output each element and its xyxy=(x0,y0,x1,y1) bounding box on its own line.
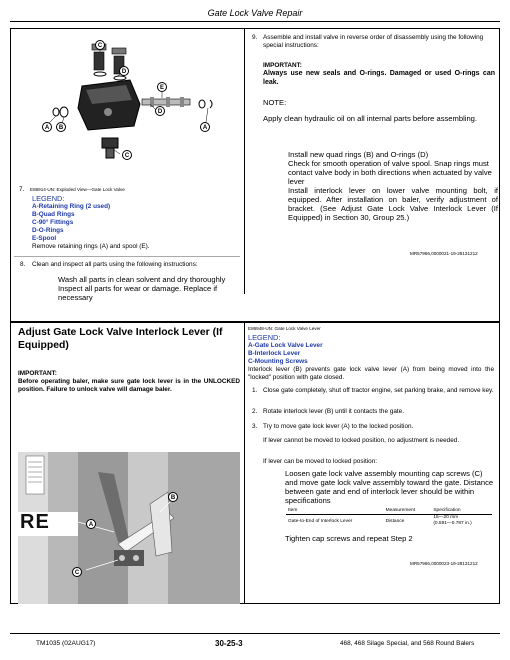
top-section-divider xyxy=(244,28,245,294)
condition-no-adjust: If lever cannot be moved to locked position, no adjustment is needed. xyxy=(263,437,460,444)
step-9-note-label: NOTE: xyxy=(263,98,287,107)
spec-header-measurement: Measurement xyxy=(384,508,432,514)
callout-a-left: A xyxy=(42,122,52,132)
spec-header-specification: Specification xyxy=(431,508,492,514)
callout-a-right: A xyxy=(200,122,210,132)
step-9-note-text: Apply clean hydraulic oil on all internal parts before assembling. xyxy=(263,114,478,123)
bottom-legend-c: C-Mounting Screws xyxy=(248,358,308,365)
spec-value-in: (0.591—0.787 in.) xyxy=(433,520,472,526)
legend-item-e: E-Spool xyxy=(32,235,57,242)
step-8-subtext: Wash all parts in clean solvent and dry thoroughly Inspect all parts for wear or damage. Replace if necessary xyxy=(58,275,226,303)
step-9-sub-2: Check for smooth operation of valve spool. Snap rings must contact valve body in both directions when actuated by valve lever xyxy=(288,159,492,187)
callout-c-photo: C xyxy=(72,567,82,577)
step-8-number: 8. xyxy=(20,261,26,268)
callout-b-photo: B xyxy=(168,492,178,502)
legend-item-d: D-O-Rings xyxy=(32,227,64,234)
exploded-view-illustration xyxy=(22,34,237,184)
callout-d-top: D xyxy=(119,66,129,76)
step-7-number: 7. xyxy=(19,186,25,193)
bottom-step-1-number: 1. xyxy=(252,387,258,394)
gate-lock-lever-photo xyxy=(18,452,240,604)
step-9-important-text: Always use new seals and O-rings. Damaged or used O-rings can leak. xyxy=(263,70,495,86)
condition-adjust: If lever can be moved to locked position: xyxy=(263,458,378,465)
spec-table xyxy=(286,508,492,527)
callout-c-top: C xyxy=(95,40,105,50)
legend-item-b: B-Quad Rings xyxy=(32,211,75,218)
adjust-instructions: Loosen gate lock valve assembly mounting cap screws (C) and move gate lock valve assembly toward the gate. Distance between gate and end of interlock lever should be within specifications xyxy=(285,469,494,506)
step-9-sub-1: Install new quad rings (B) and O-rings (D) xyxy=(288,150,429,159)
bottom-legend-b: B-Interlock Lever xyxy=(248,350,301,357)
footer-page-number: 30-25-3 xyxy=(215,639,243,648)
bottom-step-2-text: Rotate interlock lever (B) until it contacts the gate. xyxy=(263,408,405,415)
step-9-important-label: IMPORTANT: xyxy=(263,62,302,69)
callout-c-bottom: C xyxy=(122,150,132,160)
spec-measurement: Distance xyxy=(385,518,405,524)
bottom-important-text: Before operating baler, make sure gate lock lever is in the UNLOCKED position. Failure to unlock valve will damage baler. xyxy=(18,378,240,393)
step-9-text: Assemble and install valve in reverse order of disassembly using the following special instructions: xyxy=(263,34,484,49)
legend-item-a: A-Retaining Ring (2 used) xyxy=(32,203,111,210)
footer-rule xyxy=(10,633,500,634)
step-8-text: Clean and inspect all parts using the following instructions: xyxy=(32,261,198,268)
callout-e-top: E xyxy=(157,82,167,92)
figure-caption-lever: E86948-UN: Gate Lock Valve Lever xyxy=(248,326,321,331)
bottom-step-2-number: 2. xyxy=(252,408,258,415)
figure-caption-exploded: E86914-UN: Exploded View—Gate Lock Valve xyxy=(30,187,125,192)
step-9-number: 9. xyxy=(252,34,258,41)
bottom-reference: MR57966,0000023-19-28131212 xyxy=(410,561,478,566)
callout-b-left: B xyxy=(56,122,66,132)
photo-label-text: RE xyxy=(20,511,50,533)
page-header-title: Gate Lock Valve Repair xyxy=(207,8,303,18)
section-heading: Adjust Gate Lock Valve Interlock Lever (If Equipped) xyxy=(18,327,223,351)
footer-product: 468, 468 Silage Special, and 568 Round Balers xyxy=(340,640,475,647)
bottom-step-1-text: Close gate completely, shut off tractor engine, set parking brake, and remove key. xyxy=(263,387,494,394)
final-instruction: Tighten cap screws and repeat Step 2 xyxy=(285,534,413,543)
header-rule xyxy=(10,21,500,22)
spec-header-item: Item xyxy=(286,508,384,514)
spec-item: Gate-to-End of Interlock Lever xyxy=(288,518,353,524)
callout-a-photo: A xyxy=(86,519,96,529)
legend-item-c: C-90° Fittings xyxy=(32,219,74,226)
bottom-intro: Interlock lever (B) prevents gate lock valve lever (A) from being moved into the "locked" position with gate closed. xyxy=(248,366,494,381)
step-9-reference: MR57966,0000021-19-28131212 xyxy=(410,251,478,256)
bottom-legend-a: A-Gate Lock Valve Lever xyxy=(248,342,323,349)
bottom-step-3-text: Try to move gate lock lever (A) to the locked position. xyxy=(263,423,414,430)
footer-manual-id: TM1035 (02AUG17) xyxy=(36,640,96,647)
bottom-legend-title: LEGEND: xyxy=(248,333,281,342)
bottom-important-label: IMPORTANT: xyxy=(18,370,57,377)
step-9-sub-3: Install interlock lever on lower valve mounting bolt, if equipped. After installation on baler, verify adjustment of bracket. (See Adjust Gate Lock Valve Interlock Lever (If Equipped) in Section 30, Group 25.) xyxy=(288,186,498,223)
callout-d-mid: D xyxy=(155,106,165,116)
bottom-section-divider xyxy=(244,322,245,604)
bottom-step-3-number: 3. xyxy=(252,423,258,430)
step-7-text: Remove retaining rings (A) and spool (E). xyxy=(32,243,150,250)
step-8-separator xyxy=(14,256,240,257)
spec-value-mm: 15—20 mm xyxy=(433,514,459,520)
step-7-legend-title: LEGEND: xyxy=(32,194,65,203)
